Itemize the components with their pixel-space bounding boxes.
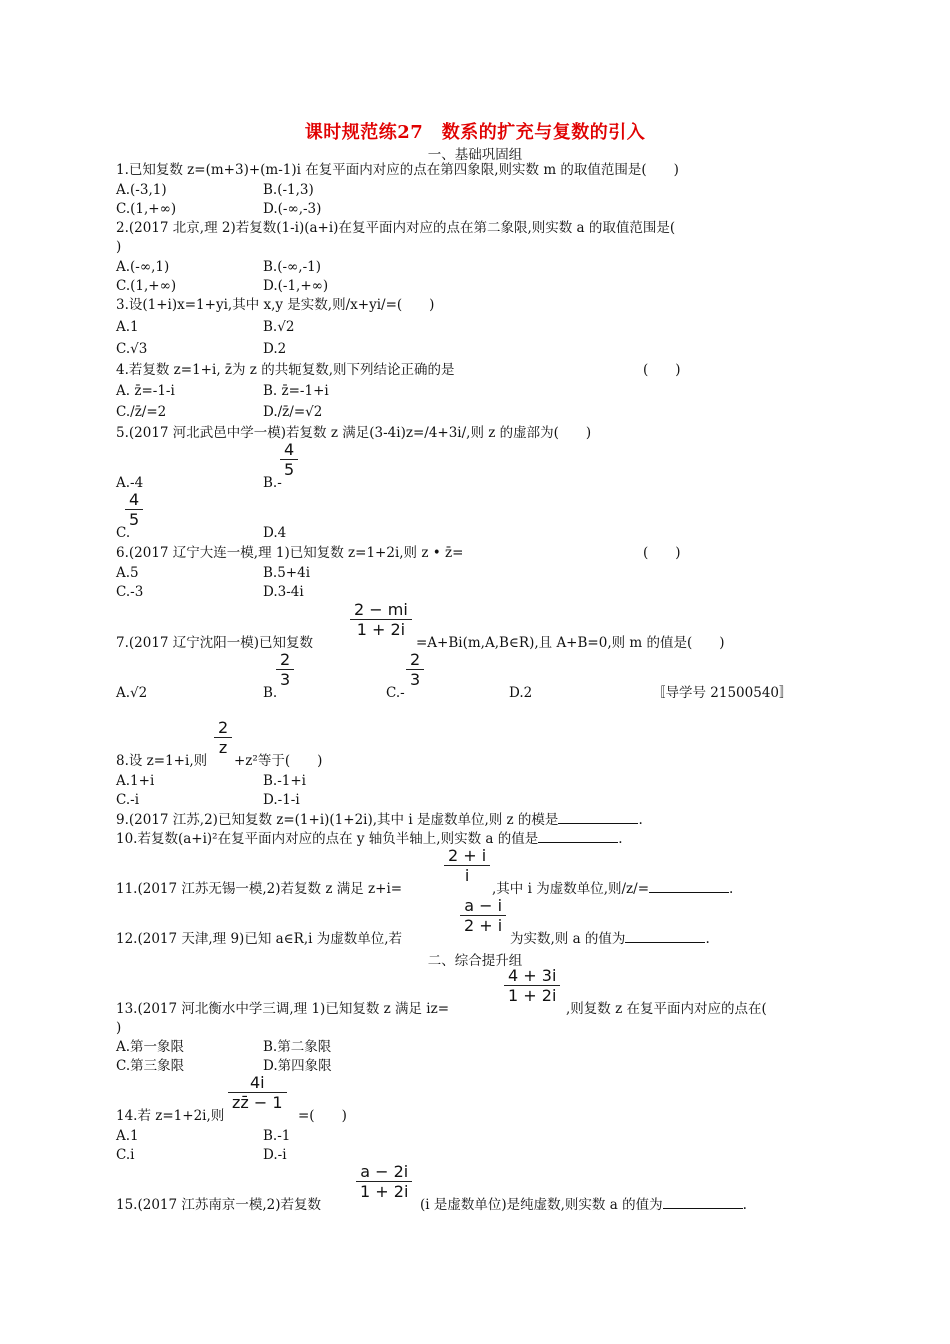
q15-fraction: $\frac{a - 2i}{1 + 2i}$ — [356, 1162, 412, 1201]
question-11-stem-pre: 11.(2017 江苏无锡一模,2)若复数 z 满足 z+i= — [116, 881, 403, 897]
q14-option-a: A.1 — [116, 1128, 139, 1144]
question-15-stem-pre: 15.(2017 江苏南京一模,2)若复数 — [116, 1197, 322, 1213]
q7-option-d: D.2 — [509, 685, 533, 701]
question-4-stem: 4.若复数 z=1+i, z̄为 z 的共轭复数,则下列结论正确的是 — [116, 362, 455, 378]
question-5-stem: 5.(2017 河北武邑中学一模)若复数 z 满足(3-4i)z=/4+3i/,则 z 的虚部为( ) — [116, 425, 592, 441]
q4-option-b: B. z̄=-1+i — [263, 383, 329, 399]
question-8-stem-post: +z²等于( ) — [234, 753, 323, 769]
question-9-stem: 9.(2017 江苏,2)已知复数 z=(1+i)(1+2i),其中 i 是虚数单位,则 z 的模是 . — [116, 812, 643, 828]
q6-option-d: D.3-4i — [263, 584, 304, 600]
q14-option-d: D.-i — [263, 1147, 287, 1163]
q13-option-b: B.第二象限 — [263, 1039, 332, 1055]
q5-option-c: C. — [116, 525, 131, 541]
q3-option-c: C.√3 — [116, 341, 148, 357]
q13-option-c: C.第三象限 — [116, 1058, 185, 1074]
q6-option-b: B.5+4i — [263, 565, 311, 581]
q2-option-b: B.(-∞,-1) — [263, 259, 321, 275]
question-2-stem-end: ) — [116, 239, 122, 255]
q10-answer-blank — [538, 830, 618, 843]
question-14-stem-pre: 14.若 z=1+2i,则 — [116, 1108, 225, 1124]
q8-option-b: B.-1+i — [263, 773, 306, 789]
q7-reference-number: 〚导学号 21500540〛 — [652, 685, 793, 701]
q2-option-c: C.(1,+∞) — [116, 278, 177, 294]
q5-option-a: A.-4 — [116, 475, 144, 491]
q13-option-a: A.第一象限 — [116, 1039, 185, 1055]
q1-option-d: D.(-∞,-3) — [263, 201, 322, 217]
q12-fraction: $\frac{a - i}{2 + i}$ — [460, 896, 506, 935]
q8-option-d: D.-1-i — [263, 792, 300, 808]
question-13-stem-pre: 13.(2017 河北衡水中学三调,理 1)已知复数 z 满足 iz= — [116, 1001, 450, 1017]
question-8-stem-pre: 8.设 z=1+i,则 — [116, 753, 208, 769]
q4-option-c: C./z̄/=2 — [116, 404, 167, 420]
q6-option-c: C.-3 — [116, 584, 144, 600]
q3-option-d: D.2 — [263, 341, 287, 357]
question-7-stem-pre: 7.(2017 辽宁沈阳一模)已知复数 — [116, 635, 314, 651]
q5-option-d: D.4 — [263, 525, 287, 541]
q3-option-a: A.1 — [116, 319, 139, 335]
question-13-stem-post: ,则复数 z 在复平面内对应的点在( — [566, 1001, 767, 1017]
question-6-stem: 6.(2017 辽宁大连一模,理 1)已知复数 z=1+2i,则 z • z̄= — [116, 545, 464, 561]
question-3-stem: 3.设(1+i)x=1+yi,其中 x,y 是实数,则/x+yi/=( ) — [116, 297, 435, 313]
q1-option-c: C.(1,+∞) — [116, 201, 177, 217]
q7-option-a: A.√2 — [116, 685, 148, 701]
question-2-stem: 2.(2017 北京,理 2)若复数(1-i)(a+i)在复平面内对应的点在第二象限,则实数 a 的取值范围是( — [116, 220, 676, 236]
q5-option-b: B.- — [263, 475, 282, 491]
section-basic: 一、基础巩固组 — [427, 147, 523, 163]
question-12-stem-pre: 12.(2017 天津,理 9)已知 a∈R,i 为虚数单位,若 — [116, 931, 403, 947]
question-1-stem: 1.已知复数 z=(m+3)+(m-1)i 在复平面内对应的点在第四象限,则实数 m 的取值范围是( ) — [116, 162, 679, 178]
q4-answer-paren: ( ) — [643, 362, 681, 378]
q5-option-c-fraction: $\frac{4}{5}$ — [125, 490, 143, 529]
q12-answer-blank — [625, 930, 705, 943]
q2-option-a: A.(-∞,1) — [116, 259, 170, 275]
q7-option-b: B. — [263, 685, 278, 701]
q4-option-d: D./z̄/=√2 — [263, 404, 323, 420]
q6-answer-paren: ( ) — [643, 545, 681, 561]
q8-option-c: C.-i — [116, 792, 140, 808]
q11-fraction: $\frac{2 + i}{i}$ — [444, 846, 490, 885]
q7-option-b-fraction: $\frac{2}{3}$ — [276, 650, 294, 689]
question-7-stem-post: =A+Bi(m,A,B∈R),且 A+B=0,则 m 的值是( ) — [416, 635, 725, 651]
q14-option-b: B.-1 — [263, 1128, 291, 1144]
q8-fraction: $\frac{2}{z}$ — [214, 718, 232, 757]
q13-option-d: D.第四象限 — [263, 1058, 332, 1074]
section-comprehensive: 二、综合提升组 — [427, 953, 523, 969]
q14-fraction: $\frac{4i}{zz̄ - 1}$ — [228, 1073, 287, 1112]
question-11-stem-post: ,其中 i 为虚数单位,则/z/= . — [492, 881, 734, 897]
q7-fraction: $\frac{2 - mi}{1 + 2i}$ — [350, 600, 412, 639]
q7-option-c-fraction: $\frac{2}{3}$ — [406, 650, 424, 689]
q3-option-b: B.√2 — [263, 319, 295, 335]
q9-answer-blank — [558, 811, 638, 824]
question-10-stem: 10.若复数(a+i)²在复平面内对应的点在 y 轴负半轴上,则实数 a 的值是 . — [116, 831, 623, 847]
q15-answer-blank — [663, 1196, 743, 1209]
q11-answer-blank — [649, 880, 729, 893]
q14-option-c: C.i — [116, 1147, 135, 1163]
q2-option-d: D.(-1,+∞) — [263, 278, 329, 294]
question-13-stem-end: ) — [116, 1020, 122, 1036]
q5-option-b-fraction: $\frac{4}{5}$ — [280, 440, 298, 479]
question-15-stem-post: (i 是虚数单位)是纯虚数,则实数 a 的值为 . — [420, 1197, 747, 1213]
q8-option-a: A.1+i — [116, 773, 155, 789]
q7-option-c: C.- — [386, 685, 405, 701]
q1-option-a: A.(-3,1) — [116, 182, 167, 198]
q6-option-a: A.5 — [116, 565, 139, 581]
q4-option-a: A. z̄=-1-i — [116, 383, 175, 399]
question-12-stem-post: 为实数,则 a 的值为 . — [510, 931, 710, 947]
question-14-stem-post: =( ) — [298, 1108, 347, 1124]
q13-fraction: $\frac{4 + 3i}{1 + 2i}$ — [504, 966, 560, 1005]
q1-option-b: B.(-1,3) — [263, 182, 314, 198]
page-title: 课时规范练27 数系的扩充与复数的引入 — [304, 122, 646, 143]
